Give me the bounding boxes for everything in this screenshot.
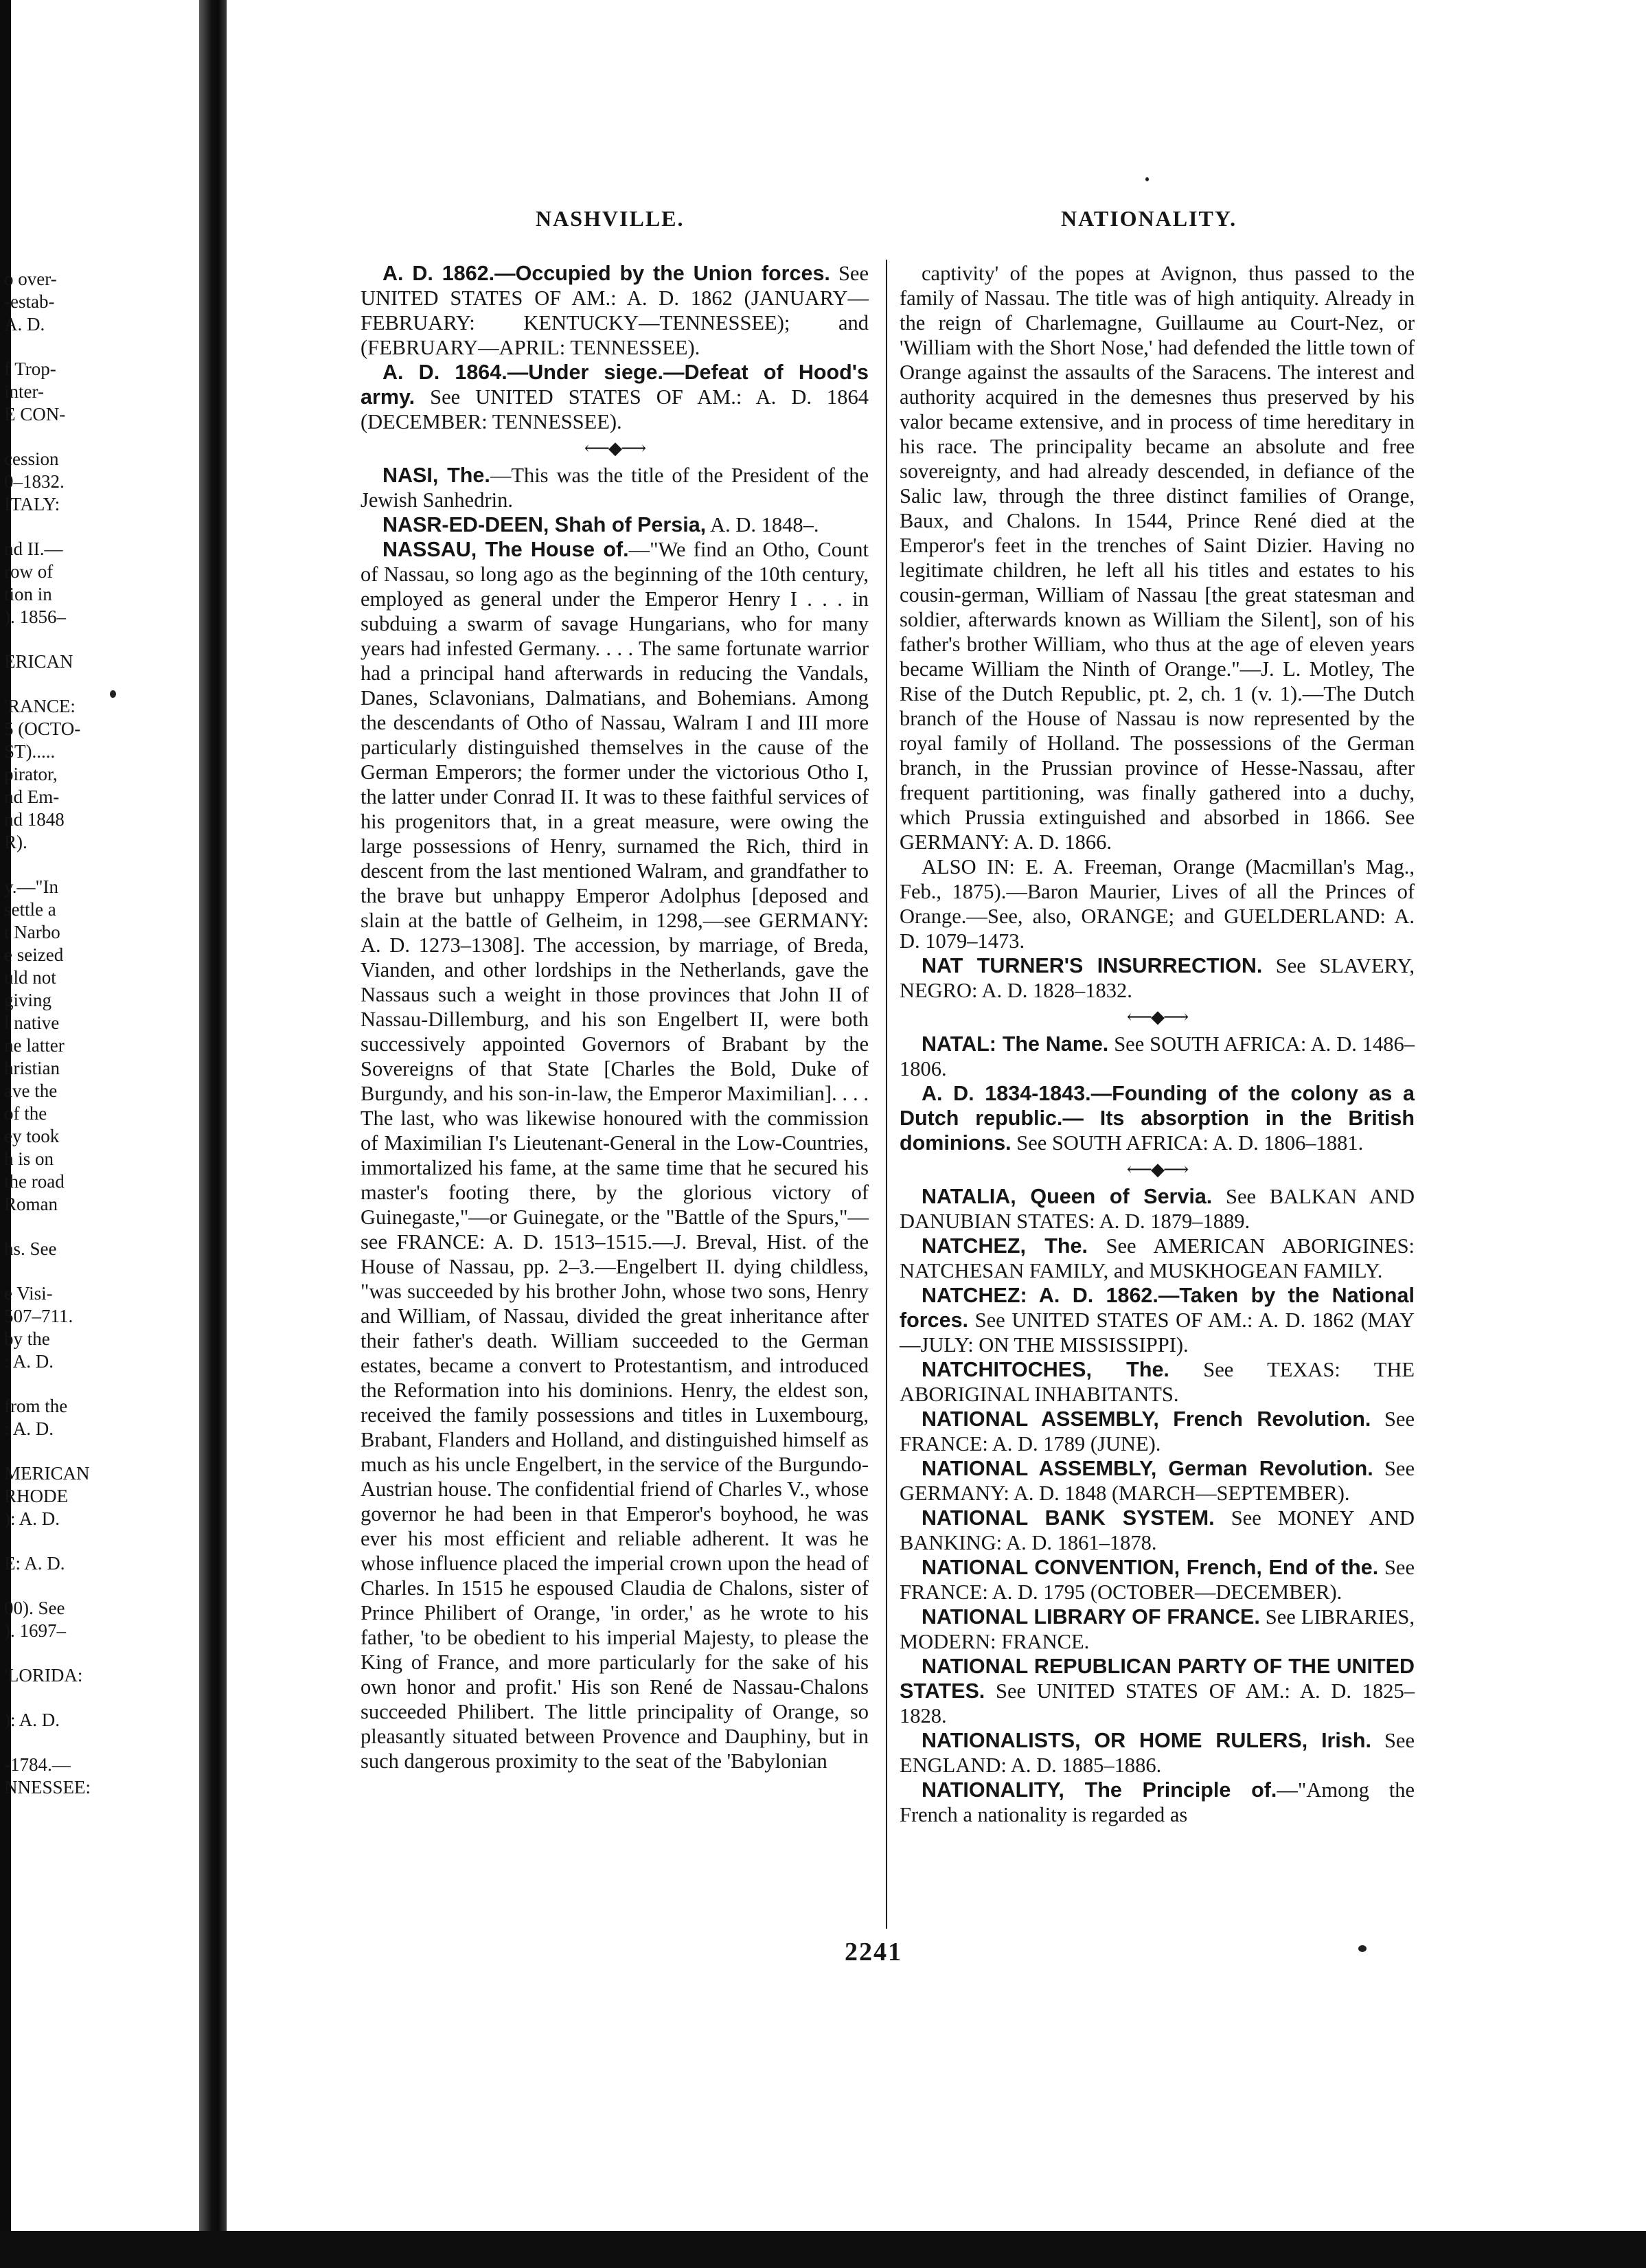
entry-text: See SLAVERY, NEGRO: A. D. 1828–1832. — [900, 954, 1415, 1002]
entry-heading: NASSAU, The House of. — [382, 538, 629, 561]
previous-page-line: giving — [4, 990, 52, 1010]
scan-speck — [1145, 177, 1149, 181]
previous-page-line: ave the — [4, 1080, 58, 1101]
previous-page-line: 'RANCE: — [4, 696, 76, 716]
previous-page-line: ne latter — [4, 1035, 65, 1056]
previous-page-line: ). 1856– — [4, 606, 66, 627]
left-column-entry — [361, 360, 869, 434]
right-column-entry — [900, 1778, 1415, 1827]
left-column-entry — [361, 261, 869, 360]
line-gap — [4, 336, 87, 358]
previous-page-line: uld not — [4, 967, 56, 988]
entry-text: captivity' of the popes at Avignon, thus passed to the family of Nassau. The title was of high antiquity. Already in the reign of Charlemagne, Guillaume au Court-Nez, or 'William with the Short Nose,' had defended the little town of Orange against the assaults of the Saracens. The interest and authority acquired in the demesnes thus preserved by his valor became extensive, and in process of time hereditary in his race. The principality became an absolute and free sovereignty, and had already descended, in defiance of the Salic law, through the three distinct families of Orange, Baux, and Chalons. In 1544, Prince René died at the Emperor's feet in the trenches of Saint Dizier. Having no legitimate children, he left all his titles and estates to his cousin-german, William of Nassau [the great statesman and soldier, afterwards known as William the Silent], son of his father's brother William, who thus at the age of eleven years became William the Ninth of Orange."—J. L. Motley, The Rise of the Dutch Republic, pt. 2, ch. 1 (v. 1).—The Dutch branch of the House of Nassau is now represented by the royal family of Holland. The possessions of the German branch, in the Prussian province of Hesse-Nassau, after frequent partitioning, was finally gathered into a duchy, which Prussia extinguished and absorbed in 1866. See GERMANY: A. D. 1866. — [900, 262, 1415, 854]
entry-heading: A. D. 1834-1843.—Founding of the colony as a Dutch republic.— Its absorption in the British dominions. — [900, 1082, 1415, 1155]
previous-page-line: of the — [4, 1103, 47, 1124]
book-gutter — [199, 0, 227, 2268]
entry-heading: NATIONALISTS, OR HOME RULERS, Irish. — [922, 1729, 1371, 1752]
entry-text: ALSO IN: E. A. Freeman, Orange (Macmillan's Mag., Feb., 1875).—Baron Maurier, Lives of all the Princes of Orange.—See, also, ORANGE; and GUELDERLAND: A. D. 1079–1473. — [900, 855, 1415, 953]
previous-page-line: E CON- — [4, 404, 66, 424]
entry-heading: A. D. 1862.—Occupied by the Union forces. — [382, 262, 830, 285]
previous-page-line: the road — [4, 1171, 65, 1192]
entry-heading: NATIONAL LIBRARY OF FRANCE. — [922, 1605, 1260, 1629]
entry-heading: NATIONAL ASSEMBLY, German Revolution. — [922, 1457, 1373, 1480]
entry-heading: NATIONAL ASSEMBLY, French Revolution. — [922, 1407, 1371, 1431]
previous-page-line: o over- — [4, 269, 57, 289]
entry-text: See ENGLAND: A. D. 1885–1886. — [900, 1729, 1415, 1777]
right-column-entry — [900, 1555, 1415, 1604]
right-column-entry — [900, 1184, 1415, 1234]
right-column-entry — [900, 1081, 1415, 1155]
previous-page-line: ): A. D. — [4, 1508, 60, 1529]
right-column-entry — [900, 1728, 1415, 1778]
right-column-entry — [900, 1283, 1415, 1357]
right-column-entry — [900, 1234, 1415, 1283]
entry-text: A. D. 1848–. — [706, 513, 819, 536]
entry-heading: NASI, The. — [382, 464, 490, 487]
previous-page-line: -estab- — [4, 291, 55, 312]
previous-page-line: -1784.— — [4, 1754, 71, 1775]
entry-heading: NASR-ED-DEEN, Shah of Persia, — [382, 513, 707, 536]
section-divider: ⟵◆⟶ — [584, 438, 645, 458]
right-column-entry — [900, 1604, 1415, 1654]
previous-page-line: pirator, — [4, 764, 58, 784]
line-gap — [4, 1440, 87, 1462]
section-divider: ⟵◆⟶ — [1126, 1007, 1188, 1027]
previous-page-line: ). 1697– — [4, 1620, 66, 1641]
right-column-entry — [900, 854, 1415, 953]
running-head-left: NASHVILLE. — [536, 206, 685, 231]
entry-text: See TEXAS: THE ABORIGINAL INHABITANTS. — [900, 1358, 1415, 1406]
previous-page-line: R). — [4, 832, 27, 852]
previous-page-line: row of — [4, 561, 54, 582]
line-gap — [4, 1642, 87, 1664]
right-column-entry — [900, 1357, 1415, 1407]
entry-heading: NATIONAL CONVENTION, French, End of the. — [922, 1556, 1379, 1579]
previous-page-line: ey took — [4, 1126, 60, 1146]
entry-text: —"Among the French a nationality is regarded as — [900, 1778, 1415, 1826]
previous-page-line: ERICAN — [4, 651, 73, 672]
previous-page-line: hs. See — [4, 1238, 57, 1259]
right-column-entry — [900, 1506, 1415, 1555]
entry-heading: NATALIA, Queen of Servia. — [922, 1185, 1213, 1208]
entry-text: See AMERICAN ABORIGINES: NATCHESAN FAMILY, and MUSKHOGEAN FAMILY. — [900, 1234, 1415, 1282]
entry-text: See FRANCE: A. D. 1795 (OCTOBER—DECEMBER). — [900, 1556, 1415, 1604]
entry-text: See LIBRARIES, MODERN: FRANCE. — [900, 1605, 1415, 1653]
column-rule — [886, 260, 887, 1929]
previous-page-line: ITALY: — [4, 494, 60, 514]
previous-page-line: nd 1848 — [4, 809, 65, 830]
line-gap — [4, 1373, 87, 1395]
entry-heading: NATAL: The Name. — [922, 1032, 1109, 1056]
previous-page-line: RHODE — [4, 1486, 68, 1506]
right-column — [900, 261, 1415, 1827]
line-gap — [4, 628, 87, 650]
entry-text: See SOUTH AFRICA: A. D. 1806–1881. — [1011, 1131, 1364, 1155]
previous-page-line: : A. D. — [4, 1418, 54, 1439]
entry-text: See FRANCE: A. D. 1789 (JUNE). — [900, 1407, 1415, 1455]
right-column-entry — [900, 1032, 1415, 1081]
previous-page-line: 5 (OCTO- — [4, 718, 81, 739]
entry-heading: NAT TURNER'S INSURRECTION. — [922, 954, 1263, 977]
entry-text: —This was the title of the President of the Jewish Sanhedrin. — [361, 464, 869, 512]
previous-page-line: MERICAN — [4, 1463, 90, 1484]
previous-page-line: tion in — [4, 584, 52, 604]
entry-heading: NATCHEZ, The. — [922, 1234, 1088, 1258]
previous-page-line: nd Em- — [4, 786, 60, 807]
previous-page-line: l native — [4, 1012, 60, 1033]
entry-heading: NATIONALITY, The Principle of. — [922, 1778, 1277, 1802]
line-gap — [4, 1260, 87, 1282]
previous-page-line: 0–1832. — [4, 471, 65, 492]
scan-edge-bottom — [0, 2231, 1646, 2268]
scan-speck — [110, 690, 116, 698]
previous-page-line: settle a — [4, 899, 56, 920]
entry-text: See UNITED STATES OF AM.: A. D. 1825–1828. — [900, 1679, 1415, 1727]
right-column-entry — [900, 953, 1415, 1003]
entry-heading: A. D. 1864.—Under siege.—Defeat of Hood's army. — [361, 361, 869, 409]
line-gap — [4, 426, 87, 448]
previous-page-line: 507–711. — [4, 1306, 73, 1326]
entry-heading: NATCHITOCHES, The. — [922, 1358, 1169, 1381]
previous-page-line: e seized — [4, 944, 64, 965]
entry-heading: NATCHEZ: A. D. 1862.—Taken by the National forces. — [900, 1284, 1415, 1332]
entry-text: See BALKAN AND DANUBIAN STATES: A. D. 1879–1889. — [900, 1185, 1415, 1233]
previous-page-line: t Narbo — [4, 922, 60, 942]
section-divider: ⟵◆⟶ — [1126, 1159, 1188, 1179]
line-gap — [4, 1575, 87, 1597]
previous-page-line: NNESSEE: — [4, 1777, 91, 1798]
page-number: 2241 — [845, 1938, 902, 1966]
entry-text: See MONEY AND BANKING: A. D. 1861–1878. — [900, 1506, 1415, 1554]
entry-text: See GERMANY: A. D. 1848 (MARCH—SEPTEMBER). — [900, 1457, 1415, 1505]
previous-page-line: from the — [4, 1396, 68, 1416]
entry-heading: NATIONAL BANK SYSTEM. — [922, 1506, 1215, 1530]
previous-page-line: ): A. D. — [4, 1710, 60, 1730]
previous-page-line: ST)..... — [4, 741, 56, 762]
previous-page-line: cession — [4, 449, 59, 469]
line-gap — [4, 1530, 87, 1552]
entry-text: See UNITED STATES OF AM.: A. D. 1862 (JANUARY—FEBRUARY: KENTUCKY—TENNESSEE); and (FEBRUARY—APRIL: TENNESSEE). — [361, 262, 869, 359]
previous-page-line: E: A. D. — [4, 1553, 65, 1574]
entry-text: See SOUTH AFRICA: A. D. 1486–1806. — [900, 1032, 1415, 1080]
line-gap — [4, 673, 87, 695]
previous-page-line: A. D. — [4, 314, 45, 334]
line-gap — [4, 854, 87, 876]
right-column-entry — [900, 1654, 1415, 1728]
left-column-entry — [361, 512, 869, 537]
previous-page-line: 00). See — [4, 1598, 65, 1618]
running-head-right: NATIONALITY. — [1061, 206, 1237, 231]
line-gap — [4, 1216, 87, 1238]
line-gap — [4, 1732, 87, 1754]
previous-page-line: by the — [4, 1328, 50, 1349]
previous-page-line: : A. D. — [4, 1351, 54, 1372]
line-gap — [4, 516, 87, 538]
entry-text: See UNITED STATES OF AM.: A. D. 1862 (MAY—JULY: ON THE MISSISSIPPI). — [900, 1308, 1415, 1357]
entry-text: See UNITED STATES OF AM.: A. D. 1864 (DECEMBER: TENNESSEE). — [361, 385, 869, 433]
previous-page-line: hristian — [4, 1058, 60, 1078]
right-column-entry — [900, 1456, 1415, 1506]
previous-page-line: 'LORIDA: — [4, 1665, 83, 1686]
line-gap — [4, 1687, 87, 1709]
entry-heading: NATIONAL REPUBLICAN PARTY OF THE UNITED STATES. — [900, 1655, 1415, 1703]
left-column-entry — [361, 463, 869, 512]
previous-page-line: nd II.— — [4, 538, 63, 559]
previous-page-line: inter- — [4, 381, 44, 402]
left-column — [361, 261, 869, 1773]
entry-text: —"We find an Otho, Count of Nassau, so long ago as the beginning of the 10th century, employed as general under the Emperor Henry I . . . in subduing a swarm of savage Hungarians, who for many years had infested Germany. . . . The same fortunate warrior had a principal hand afterwards in reducing the Vandals, Danes, Sclavonians, Dalmatians, and Bohemians. Among the descendants of Otho of Nassau, Walram I and III more particularly distinguished themselves in the cause of the German Emperors; the former under the victorious Otho I, the latter under Conrad II. It was to these faithful services of his progenitors that, in a great measure, were owing the large possessions of Henry, surnamed the Rich, third in descent from the last mentioned Walram, and grandfather to the brave but unhappy Emperor Adolphus [deposed and slain at the battle of Gelheim, in 1298,—see GERMANY: A. D. 1273–1308]. The accession, by marriage, of Breda, Vianden, and other lordships in the Netherlands, gave the Nassaus such a weight in those provinces that John II of Nassau-Dillemburg, and his son Engelbert II, were both successively appointed Governors of Brabant by the Sovereigns of that State [Charles the Bold, Duke of Burgundy, and his son-in-law, the Emperor Maximilian]. . . . The last, who was likewise honoured with the commission of Maximilian I's Lieutenant-General in the Low-Countries, immortalized his fame, at the same time that he secured his master's footing there, by the glorious victory of Guinegaste,"—or Guinegate, or the "Battle of the Spurs,"—see FRANCE: A. D. 1513–1515.—J. Breval, Hist. of the House of Nassau, pp. 2–3.—Engelbert II. dying childless, "was succeeded by his brother John, whose two sons, Henry and William, of Nassau, divided the great inheritance after their father's death. William succeeded to the German estates, became a convert to Protestantism, and introduced the Reformation into his dominions. Henry, the eldest son, received the family possessions and titles in Luxembourg, Brabant, Flanders and Holland, and distinguished himself as much as his uncle Engelbert, in the service of the Burgundo-Austrian house. The confidential friend of Charles V., whose governor he had been in that Emperor's boyhood, he was ever his most efficient and reliable adherent. It was he whose influence placed the imperial crown upon the head of Charles. In 1515 he espoused Claudia de Chalons, sister of Prince Philibert of Orange, 'in order,' as he wrote to his father, 'to be obedient to his imperial Majesty, to please the King of France, and more particularly for the sake of his own honor and profit.' His son René de Nassau-Chalons succeeded Philibert. The little principality of Orange, so pleasantly situated between Provence and Dauphiny, but in such dangerous proximity to the seat of the 'Babylonian — [361, 538, 869, 1773]
previous-page-line: f Trop- — [4, 359, 56, 379]
previous-page-line: h is on — [4, 1148, 54, 1169]
right-column-entry — [900, 1407, 1415, 1456]
right-column-entry — [900, 261, 1415, 854]
scan-speck — [1358, 1945, 1367, 1952]
previous-page-fragment — [4, 268, 91, 1799]
left-column-entry — [361, 537, 869, 1773]
previous-page-line: Roman — [4, 1194, 58, 1214]
previous-page-line: e Visi- — [4, 1283, 53, 1304]
previous-page-line: y.—"In — [4, 876, 59, 897]
